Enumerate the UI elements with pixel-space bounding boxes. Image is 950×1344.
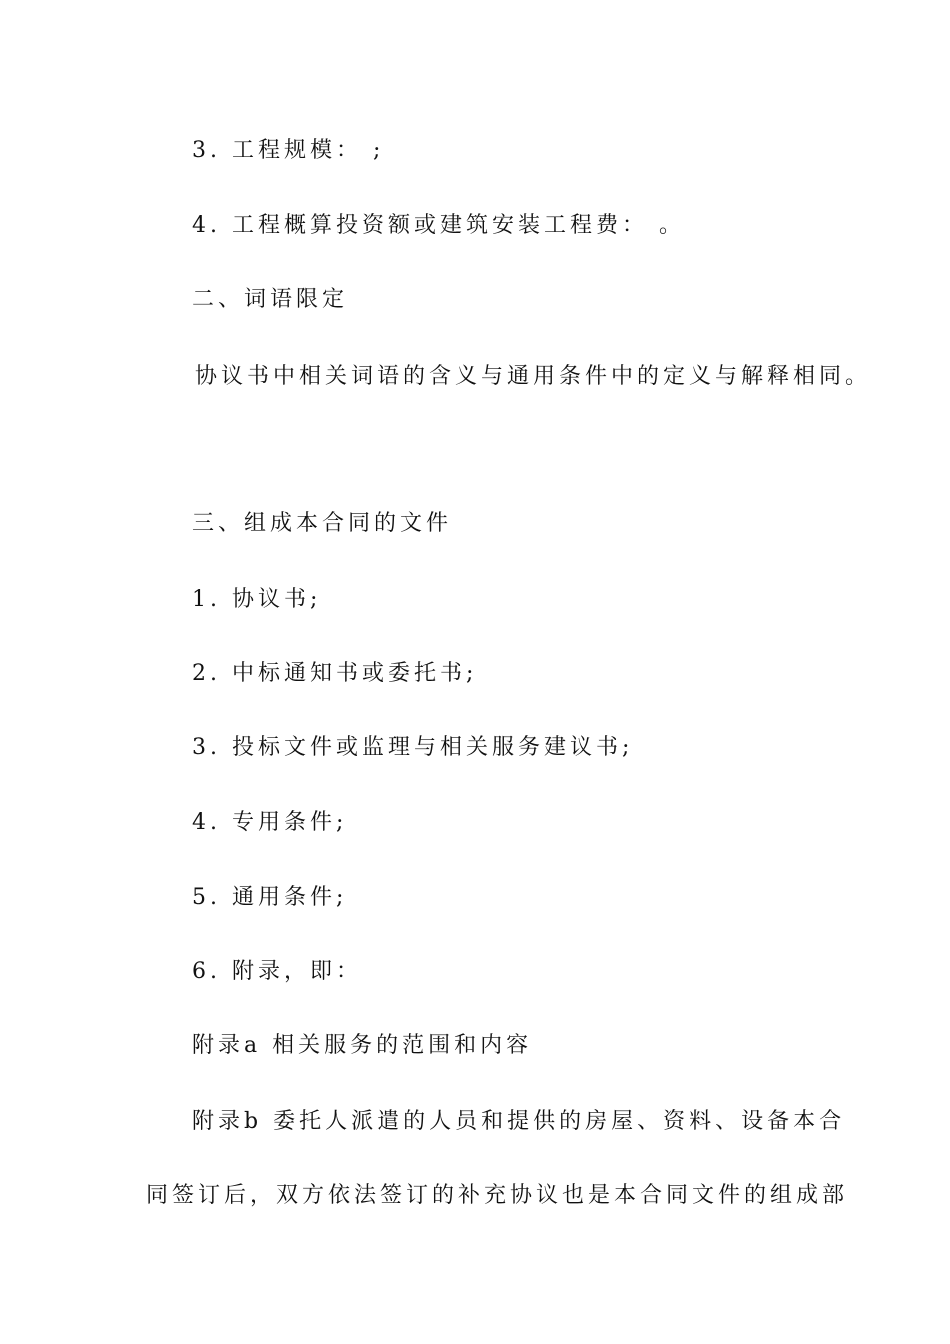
paragraph-continuation: 同签订后，双方依法签订的补充协议也是本合同文件的组成部 bbox=[146, 1183, 849, 1208]
appendix-a: 附录a 相关服务的范围和内容 bbox=[192, 1033, 533, 1058]
list-item-award-notice: 2. 中标通知书或委托书; bbox=[192, 661, 478, 686]
section-heading-terms: 二、词语限定 bbox=[192, 287, 349, 312]
appendix-b: 附录b 委托人派遣的人员和提供的房屋、资料、设备本合 bbox=[192, 1109, 846, 1134]
list-item-special-conditions: 4. 专用条件; bbox=[192, 810, 348, 835]
terms-paragraph: 协议书中相关词语的含义与通用条件中的定义与解释相同。 bbox=[195, 364, 872, 389]
list-item-appendix: 6. 附录，即： bbox=[192, 959, 362, 984]
list-item-general-conditions: 5. 通用条件; bbox=[192, 885, 348, 910]
list-item-bid-documents: 3. 投标文件或监理与相关服务建议书; bbox=[192, 735, 634, 760]
section-heading-contract-documents: 三、组成本合同的文件 bbox=[192, 511, 453, 536]
list-item-agreement: 1. 协议书; bbox=[192, 587, 322, 612]
item-project-scale: 3. 工程规模： ; bbox=[192, 138, 385, 163]
item-investment-estimate: 4. 工程概算投资额或建筑安装工程费： 。 bbox=[192, 213, 685, 238]
